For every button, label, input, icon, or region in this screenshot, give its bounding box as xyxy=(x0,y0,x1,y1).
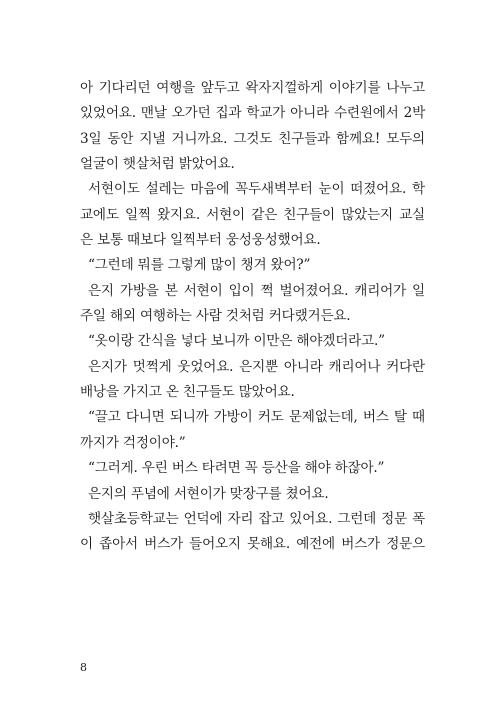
text-line: 3일 동안 지낼 거니까요. 그것도 친구들과 함께요! 모두의 xyxy=(80,130,425,147)
text-line: “끌고 다니면 되니까 가방이 커도 문제없는데, 버스 탈 때 xyxy=(88,409,425,426)
text-line: 배낭을 가지고 온 친구들도 많았어요. xyxy=(80,384,295,401)
text-line: 은지가 멋쩍게 웃었어요. 은지뿐 아니라 캐리어나 커다란 xyxy=(88,358,425,375)
text-line: “옷이랑 간식을 넣다 보니까 이만은 해야겠더라고.” xyxy=(88,333,385,350)
text-line: 햇살초등학교는 언덕에 자리 잡고 있어요. 그런데 정문 폭 xyxy=(88,510,425,527)
text-line: “그러게. 우린 버스 타려면 꼭 등산을 해야 하잖아.” xyxy=(88,460,385,477)
text-line: 서현이도 설레는 마음에 꼭두새벽부터 눈이 떠졌어요. 학 xyxy=(88,181,425,198)
text-line: 교에도 일찍 왔지요. 서현이 같은 친구들이 많았는지 교실 xyxy=(80,206,425,223)
text-line: 주일 해외 여행하는 사람 것처럼 커다랬거든요. xyxy=(80,308,351,325)
text-line: 아 기다리던 여행을 앞두고 왁자지껄하게 이야기를 나누고 xyxy=(80,80,425,96)
text-line: 얼굴이 햇살처럼 밝았어요. xyxy=(80,156,235,173)
text-line: 은지 가방을 본 서현이 입이 쩍 벌어졌어요. 캐리어가 일 xyxy=(88,282,425,299)
body-text xyxy=(80,76,425,558)
text-line: 까지가 걱정이야.” xyxy=(80,434,186,451)
page-number: 8 xyxy=(80,661,87,674)
text-line: 이 좁아서 버스가 들어오지 못해요. 예전에 버스가 정문으 xyxy=(80,536,425,553)
text-line: 은지의 푸념에 서현이가 맞장구를 쳤어요. xyxy=(88,485,329,502)
text-line: “그런데 뭐를 그렇게 많이 챙겨 왔어?” xyxy=(88,257,311,274)
text-line: 은 보통 때보다 일찍부터 웅성웅성했어요. xyxy=(80,232,321,249)
text-line: 있었어요. 맨날 오가던 집과 학교가 아니라 수련원에서 2박 xyxy=(80,105,425,122)
